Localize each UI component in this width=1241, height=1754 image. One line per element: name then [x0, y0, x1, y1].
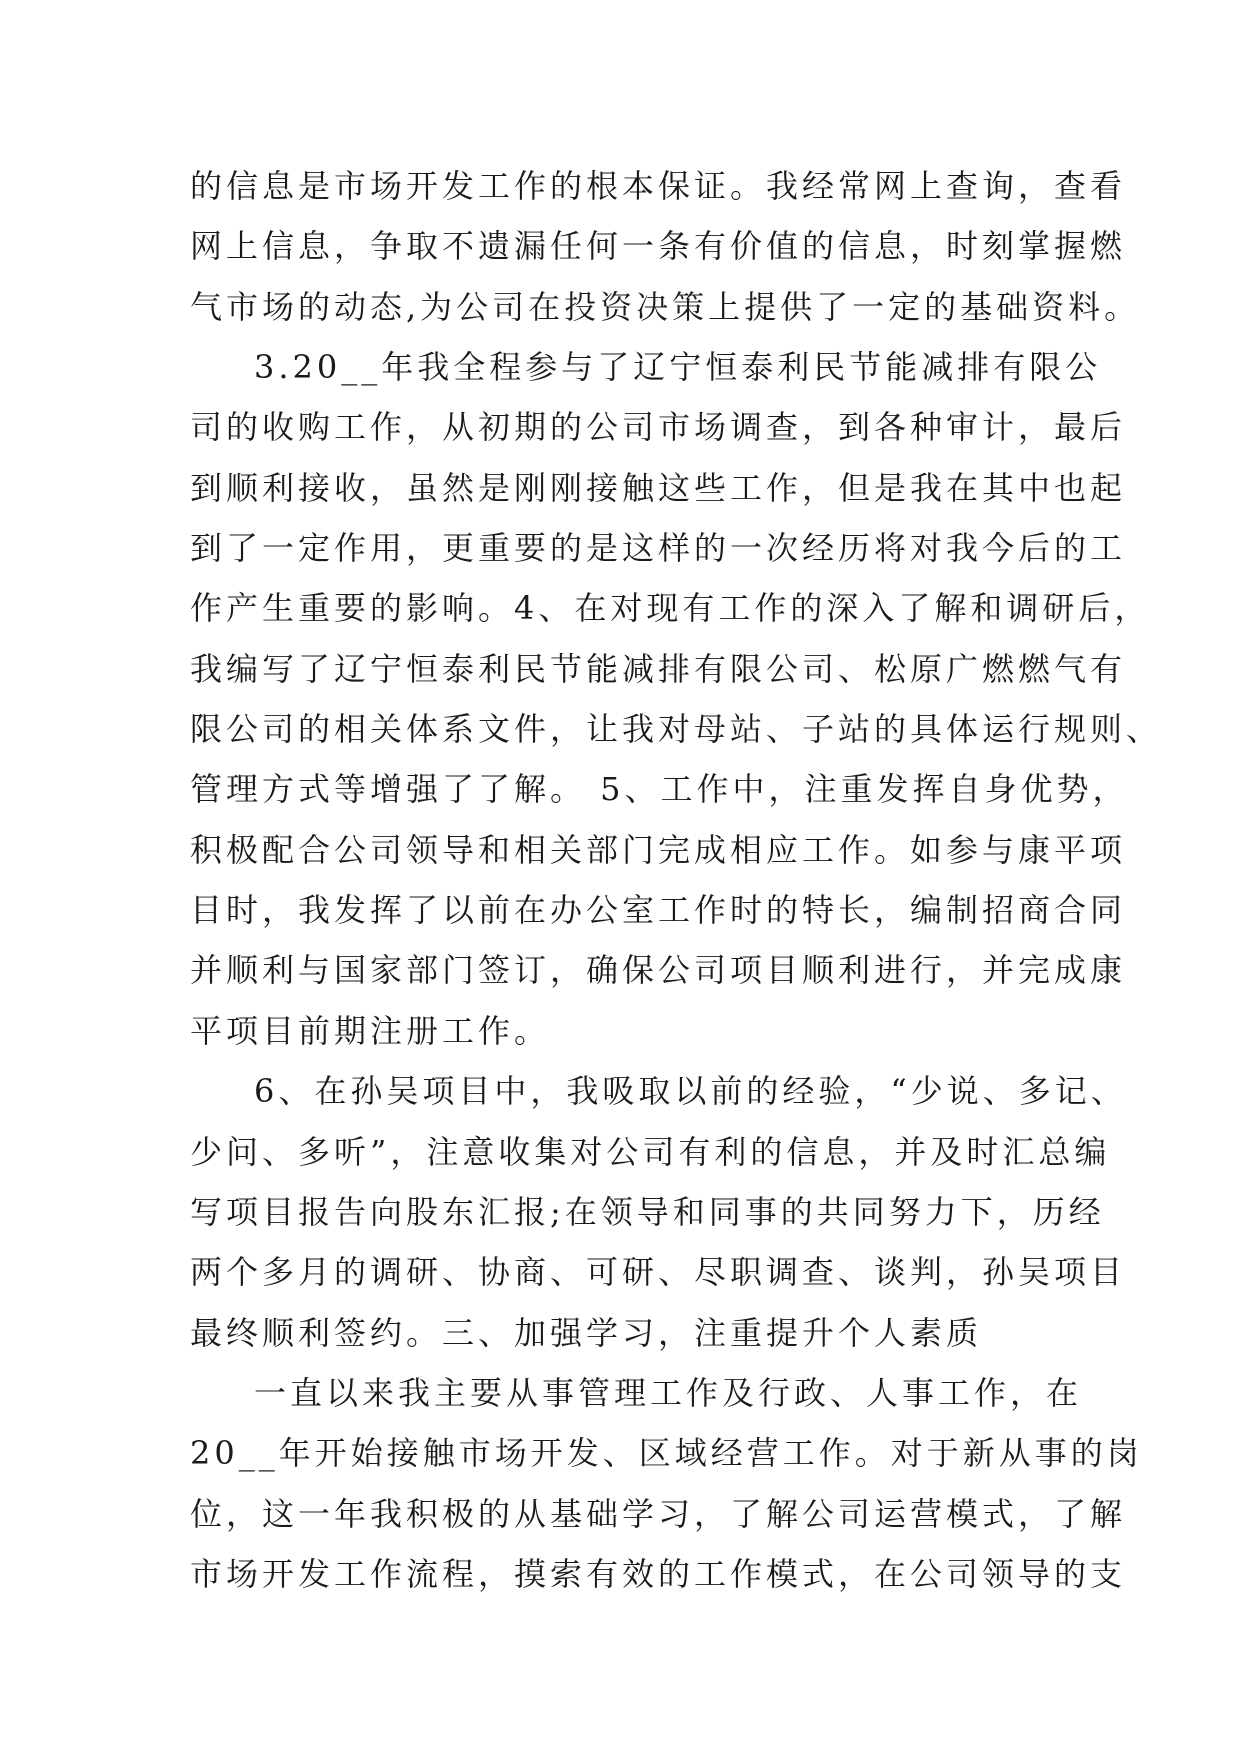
text-line: 气市场的动态,为公司在投资决策上提供了一定的基础资料。 — [190, 287, 1141, 326]
text-line: 目时，我发挥了以前在办公室工作时的特长，编制招商合同 — [190, 891, 1127, 930]
text-line: 最终顺利签约。三、加强学习，注重提升个人素质 — [190, 1313, 983, 1352]
text-line: 少问、多听”，注意收集对公司有利的信息，并及时汇总编 — [190, 1132, 1111, 1171]
text-line: 司的收购工作，从初期的公司市场调查，到各种审计，最后 — [190, 408, 1127, 447]
text-line: 我编写了辽宁恒泰利民节能减排有限公司、松原广燃燃气有 — [190, 649, 1127, 688]
text-line: 的信息是市场开发工作的根本保证。我经常网上查询，查看 — [190, 167, 1127, 205]
text-line: 网上信息，争取不遗漏任何一条有价值的信息，时刻掌握燃 — [190, 227, 1127, 266]
text-line: 位，这一年我积极的从基础学习，了解公司运营模式，了解 — [190, 1494, 1127, 1533]
text-line: 限公司的相关体系文件，让我对母站、子站的具体运行规则、 — [190, 710, 1163, 749]
text-line: 积极配合公司领导和相关部门完成相应工作。如参与康平项 — [190, 830, 1127, 869]
text-line: 并顺利与国家部门签订，确保公司项目顺利进行，并完成康 — [190, 951, 1127, 990]
text-line: 20__年开始接触市场开发、区域经营工作。对于新从事的岗 — [190, 1434, 1143, 1473]
text-line: 到了一定作用，更重要的是这样的一次经历将对我今后的工 — [190, 529, 1127, 568]
text-line: 管理方式等增强了了解。 5、工作中，注重发挥自身优势， — [190, 770, 1129, 809]
text-line: 一直以来我主要从事管理工作及行政、人事工作，在 — [254, 1373, 1083, 1412]
text-line: 市场开发工作流程，摸索有效的工作模式，在公司领导的支 — [190, 1554, 1127, 1593]
text-line: 作产生重要的影响。4、在对现有工作的深入了解和调研后， — [190, 589, 1151, 628]
document-body — [190, 156, 1163, 1604]
text-line: 平项目前期注册工作。 — [190, 1011, 551, 1050]
text-line: 3.20__年我全程参与了辽宁恒泰利民节能减排有限公 — [254, 348, 1102, 387]
text-line: 写项目报告向股东汇报;在领导和同事的共同努力下，历经 — [190, 1192, 1105, 1231]
text-line: 6、在孙吴项目中，我吸取以前的经验，“少说、多记、 — [254, 1072, 1127, 1111]
text-line: 到顺利接收，虽然是刚刚接触这些工作，但是我在其中也起 — [190, 468, 1127, 507]
text-line: 两个多月的调研、协商、可研、尽职调查、谈判，孙吴项目 — [190, 1253, 1127, 1292]
